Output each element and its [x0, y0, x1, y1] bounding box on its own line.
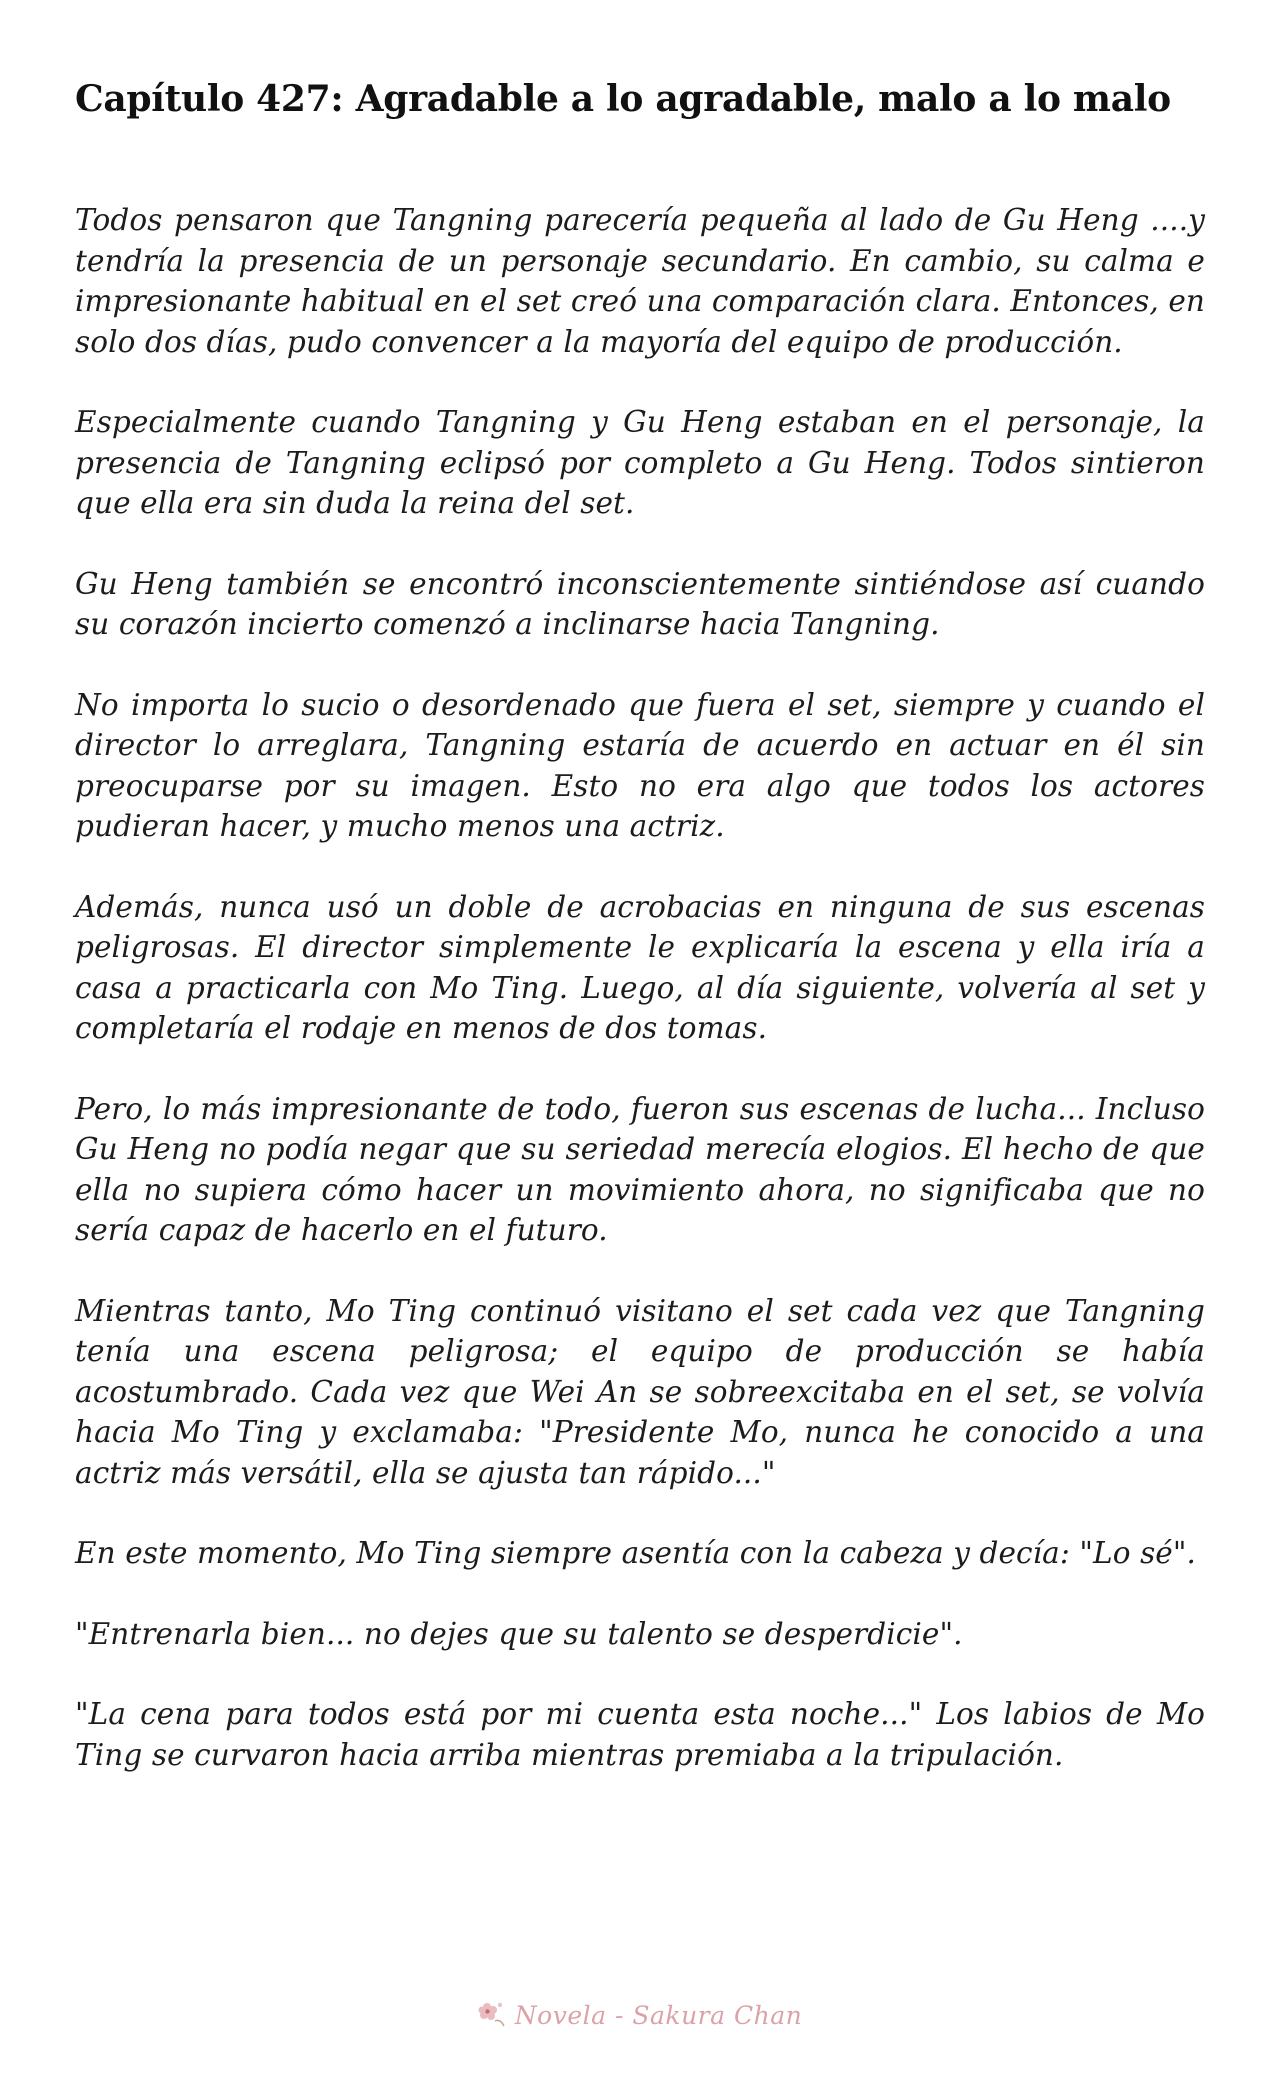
paragraph: No importa lo sucio o desordenado que fuera el set, siempre y cuando el director lo arreglara, Tangning estaría de acuerdo en actuar en él sin preocuparse por su imagen. Esto no era algo que todos los actores pudieran hacer, y mucho menos una actriz.	[75, 687, 1205, 843]
paragraph: "La cena para todos está por mi cuenta esta noche..." Los labios de Mo Ting se curvaron hacia arriba mientras premiaba a la tripulación.	[75, 1697, 1205, 1772]
paragraph: Gu Heng también se encontró inconscientemente sintiéndose así cuando su corazón incierto comenzó a inclinarse hacia Tangning.	[75, 566, 1205, 641]
chapter-body	[75, 200, 1205, 1815]
sakura-flower-icon	[473, 1997, 509, 2033]
paragraph: Mientras tanto, Mo Ting continuó visitano el set cada vez que Tangning tenía una escena peligrosa; el equipo de producción se había acostumbrado. Cada vez que Wei An se sobreexcitaba en el set, se volvía hacia Mo Ting y exclamaba: "Presidente Mo, nunca he conocido a una actriz más versátil, ella se ajusta tan rápido..."	[75, 1293, 1205, 1490]
paragraph: Pero, lo más impresionante de todo, fueron sus escenas de lucha... Incluso Gu Heng no podía negar que su seriedad merecía elogios. El hecho de que ella no supiera cómo hacer un movimiento ahora, no significaba que no sería capaz de hacerlo en el futuro.	[75, 1091, 1205, 1247]
paragraph: "Entrenarla bien... no dejes que su talento se desperdicie".	[75, 1616, 963, 1651]
watermark-logo	[473, 1997, 802, 2033]
watermark	[0, 1990, 1275, 2040]
paragraph: Todos pensaron que Tangning parecería pequeña al lado de Gu Heng ....y tendría la presencia de un personaje secundario. En cambio, su calma e impresionante habitual en el set creó una comparación clara. Entonces, en solo dos días, pudo convencer a la mayoría del equipo de producción.	[75, 203, 1206, 359]
watermark-text: Novela - Sakura Chan	[514, 2000, 803, 2030]
chapter-title: Capítulo 427: Agradable a lo agradable, malo a lo malo	[75, 78, 1171, 120]
paragraph: En este momento, Mo Ting siempre asentía con la cabeza y decía: "Lo sé".	[75, 1536, 1197, 1570]
paragraph: Especialmente cuando Tangning y Gu Heng estaban en el personaje, la presencia de Tangning eclipsó por completo a Gu Heng. Todos sintieron que ella era sin duda la reina del set.	[75, 405, 1205, 520]
paragraph: Además, nunca usó un doble de acrobacias en ninguna de sus escenas peligrosas. El director simplemente le explicaría la escena y ella iría a casa a practicarla con Mo Ting. Luego, al día siguiente, volvería al set y completaría el rodaje en menos de dos tomas.	[75, 889, 1205, 1045]
